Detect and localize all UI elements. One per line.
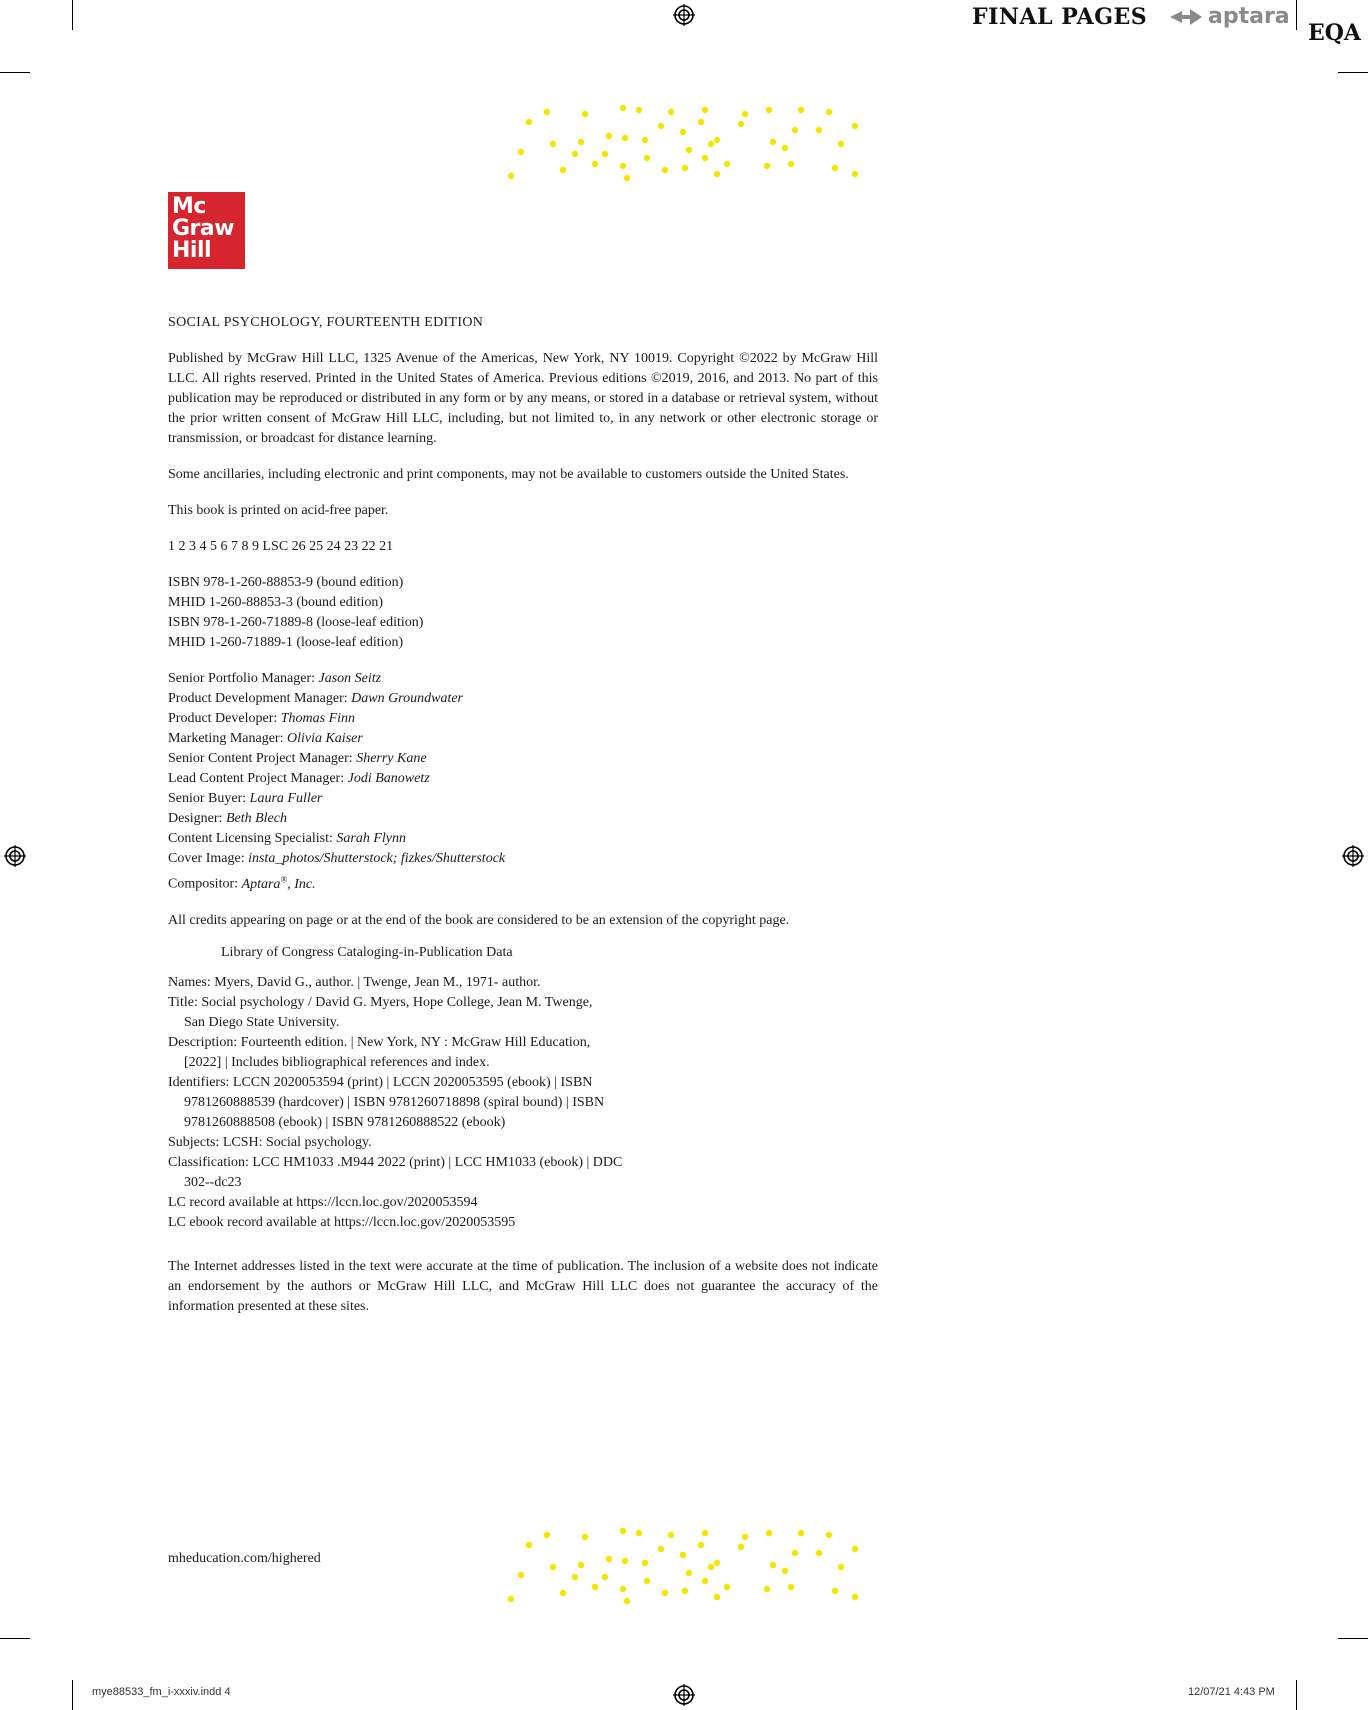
decorative-dot bbox=[714, 137, 720, 143]
crop-mark bbox=[0, 1638, 30, 1639]
decorative-dot bbox=[686, 1570, 692, 1576]
decorative-dot bbox=[668, 109, 674, 115]
decorative-dot bbox=[658, 123, 664, 129]
credit-line bbox=[168, 869, 878, 895]
decorative-dot bbox=[782, 1568, 788, 1574]
decorative-dot bbox=[826, 1532, 832, 1538]
decorative-dot bbox=[764, 163, 770, 169]
cataloging-line: 9781260888508 (ebook) | ISBN 9781260888522 (ebook) bbox=[184, 1114, 506, 1130]
decorative-dot bbox=[622, 1558, 628, 1564]
decorative-dot bbox=[526, 1542, 532, 1548]
cataloging-data bbox=[168, 973, 878, 1233]
crop-mark bbox=[1338, 72, 1368, 73]
decorative-dot bbox=[550, 141, 556, 147]
decorative-dot bbox=[662, 167, 668, 173]
registration-mark-icon bbox=[1342, 845, 1364, 867]
credit-role: Senior Content Project Manager: bbox=[168, 751, 353, 766]
mcgraw-hill-logo bbox=[168, 192, 245, 269]
credits-note: All credits appearing on page or at the end of the book are considered to be an extension of the copyright page. bbox=[168, 912, 790, 928]
decorative-dot bbox=[798, 107, 804, 113]
credit-role: Content Licensing Specialist: bbox=[168, 831, 333, 846]
decorative-dot bbox=[606, 133, 612, 139]
credit-line bbox=[168, 809, 878, 829]
decorative-dot bbox=[738, 121, 744, 127]
cataloging-line: LC record available at https://lccn.loc.gov/2020053594 bbox=[168, 1194, 478, 1210]
decorative-dot bbox=[642, 1560, 648, 1566]
decorative-dot bbox=[582, 111, 588, 117]
decorative-dot bbox=[582, 1534, 588, 1540]
copyright-notice: Published by McGraw Hill LLC, 1325 Avenue of the Americas, New York, NY 10019. Copyright ©2022 by McGraw Hill LLC. All rights reserved. Printed in the United States of America. Previous editions ©2019, 2016, and 2013. No part of this publication may be reproduced or distributed in any form or by any means, or stored in a database or retrieval system, without the prior written consent of McGraw Hill LLC, including, but not limited to, in any network or other electronic storage or transmission, or broadcast for distance learning. bbox=[168, 351, 878, 446]
decorative-dot bbox=[702, 1530, 708, 1536]
decorative-dot bbox=[770, 1562, 776, 1568]
credit-name: Laura Fuller bbox=[249, 791, 323, 806]
decorative-dot bbox=[738, 1544, 744, 1550]
decorative-dot bbox=[602, 1574, 608, 1580]
decorative-dot bbox=[592, 1584, 598, 1590]
credit-name: Olivia Kaiser bbox=[286, 731, 363, 746]
crop-mark bbox=[0, 72, 30, 73]
decorative-dot bbox=[620, 1586, 626, 1592]
decorative-dot bbox=[526, 119, 532, 125]
decorative-dot bbox=[764, 1586, 770, 1592]
decorative-dot-pattern-bottom bbox=[505, 1527, 865, 1605]
credit-name: Sarah Flynn bbox=[336, 831, 406, 846]
credit-name: insta_photos/Shutterstock; fizkes/Shutterstock bbox=[248, 851, 506, 866]
credit-line bbox=[168, 789, 878, 809]
credit-line bbox=[168, 769, 878, 789]
registered-mark: ® bbox=[280, 874, 288, 884]
internet-note: The Internet addresses listed in the text were accurate at the time of publication. The inclusion of a website does not indicate an endorsement by the authors or McGraw Hill LLC, and McGraw Hill LLC does not guarantee the accuracy of the information presented at these sites. bbox=[168, 1258, 878, 1314]
decorative-dot bbox=[572, 1574, 578, 1580]
decorative-dot bbox=[636, 107, 642, 113]
book-title: SOCIAL PSYCHOLOGY, FOURTEENTH EDITION bbox=[168, 315, 484, 330]
eqa-label: EQA bbox=[1308, 20, 1362, 46]
credit-role: Product Developer: bbox=[168, 711, 278, 726]
cataloging-line: Identifiers: LCCN 2020053594 (print) | LCCN 2020053595 (ebook) | ISBN bbox=[168, 1074, 593, 1090]
credit-role: Senior Portfolio Manager: bbox=[168, 671, 315, 686]
decorative-dot bbox=[636, 1530, 642, 1536]
decorative-dot bbox=[714, 1594, 720, 1600]
cataloging-line: Names: Myers, David G., author. | Twenge, Jean M., 1971- author. bbox=[168, 974, 541, 990]
decorative-dot bbox=[782, 145, 788, 151]
decorative-dot bbox=[518, 1572, 524, 1578]
isbn-list bbox=[168, 573, 878, 653]
credit-role: Designer: bbox=[168, 811, 223, 826]
decorative-dot bbox=[620, 105, 626, 111]
decorative-dot bbox=[852, 1594, 858, 1600]
credit-role: Lead Content Project Manager: bbox=[168, 771, 345, 786]
crop-mark bbox=[72, 1680, 73, 1710]
cataloging-line: Description: Fourteenth edition. | New York, NY : McGraw Hill Education, bbox=[168, 1034, 591, 1050]
registration-mark-icon bbox=[673, 4, 695, 26]
credits-list bbox=[168, 669, 878, 895]
cataloging-line: LC ebook record available at https://lccn.loc.gov/2020053595 bbox=[168, 1214, 516, 1230]
decorative-dot bbox=[832, 165, 838, 171]
decorative-dot bbox=[680, 129, 686, 135]
decorative-dot bbox=[852, 1546, 858, 1552]
ancillaries-notice: Some ancillaries, including electronic and print components, may not be available to customers outside the United States. bbox=[168, 467, 849, 482]
isbn-line: ISBN 978-1-260-71889-8 (loose-leaf edition) bbox=[168, 615, 424, 630]
compositor-name: Aptara bbox=[241, 876, 281, 892]
logo-line-1: Mc bbox=[172, 194, 206, 219]
crop-mark bbox=[72, 0, 73, 30]
decorative-dot bbox=[624, 175, 630, 181]
decorative-dot bbox=[698, 119, 704, 125]
logo-line-3: Hill bbox=[172, 238, 212, 263]
print-line: 1 2 3 4 5 6 7 8 9 LSC 26 25 24 23 22 21 bbox=[168, 539, 394, 554]
decorative-dot bbox=[622, 135, 628, 141]
decorative-dot bbox=[838, 1564, 844, 1570]
decorative-dot bbox=[708, 1564, 714, 1570]
decorative-dot bbox=[816, 127, 822, 133]
credit-name: Jason Seitz bbox=[318, 671, 382, 686]
decorative-dot bbox=[766, 1530, 772, 1536]
cataloging-line: Title: Social psychology / David G. Myers, Hope College, Jean M. Twenge, bbox=[168, 994, 593, 1010]
credit-line bbox=[168, 689, 878, 709]
decorative-dot bbox=[572, 151, 578, 157]
decorative-dot bbox=[708, 141, 714, 147]
decorative-dot bbox=[832, 1588, 838, 1594]
decorative-dot bbox=[798, 1530, 804, 1536]
registration-mark-icon bbox=[4, 845, 26, 867]
credit-name bbox=[241, 874, 316, 892]
registration-mark-icon bbox=[673, 1684, 695, 1706]
decorative-dot bbox=[702, 155, 708, 161]
decorative-dot bbox=[544, 1532, 550, 1538]
decorative-dot bbox=[620, 163, 626, 169]
decorative-dot bbox=[624, 1598, 630, 1604]
credit-role: Compositor: bbox=[168, 876, 239, 892]
decorative-dot bbox=[658, 1546, 664, 1552]
decorative-dot bbox=[508, 173, 514, 179]
decorative-dot bbox=[518, 149, 524, 155]
decorative-dot bbox=[592, 161, 598, 167]
footer-filename: mye88533_fm_i-xxxiv.indd 4 bbox=[92, 1686, 231, 1698]
cataloging-line: San Diego State University. bbox=[184, 1014, 340, 1030]
decorative-dot bbox=[560, 1590, 566, 1596]
decorative-dot bbox=[680, 1552, 686, 1558]
credit-name: Thomas Finn bbox=[280, 711, 356, 726]
credit-line bbox=[168, 849, 878, 869]
decorative-dot bbox=[578, 1562, 584, 1568]
credit-name: Beth Blech bbox=[225, 811, 287, 826]
decorative-dot bbox=[792, 127, 798, 133]
decorative-dot bbox=[682, 1588, 688, 1594]
credit-line bbox=[168, 709, 878, 729]
decorative-dot bbox=[702, 1578, 708, 1584]
copyright-page-body bbox=[168, 313, 878, 1317]
decorative-dot bbox=[742, 111, 748, 117]
decorative-dot bbox=[788, 161, 794, 167]
credit-name: Sherry Kane bbox=[356, 751, 427, 766]
decorative-dot bbox=[852, 123, 858, 129]
credit-line bbox=[168, 749, 878, 769]
decorative-dot bbox=[606, 1556, 612, 1562]
aptara-wordmark: aptara bbox=[1208, 4, 1290, 29]
cataloging-line: 302--dc23 bbox=[184, 1174, 242, 1190]
crop-mark bbox=[1338, 1638, 1368, 1639]
decorative-dot bbox=[602, 151, 608, 157]
isbn-line: MHID 1-260-71889-1 (loose-leaf edition) bbox=[168, 635, 404, 650]
cataloging-line: Subjects: LCSH: Social psychology. bbox=[168, 1134, 372, 1150]
library-title: Library of Congress Cataloging-in-Publication Data bbox=[221, 944, 513, 960]
cataloging-line: [2022] | Includes bibliographical references and index. bbox=[184, 1054, 490, 1070]
decorative-dot bbox=[644, 155, 650, 161]
credit-line bbox=[168, 829, 878, 849]
isbn-line: MHID 1-260-88853-3 (bound edition) bbox=[168, 595, 384, 610]
credit-role: Cover Image: bbox=[168, 851, 245, 866]
paper-notice: This book is printed on acid-free paper. bbox=[168, 503, 389, 518]
decorative-dot bbox=[770, 139, 776, 145]
credit-line bbox=[168, 729, 878, 749]
decorative-dot bbox=[766, 107, 772, 113]
logo-line-2: Graw bbox=[172, 216, 235, 241]
decorative-dot bbox=[544, 109, 550, 115]
footer-datetime: 12/07/21 4:43 PM bbox=[1188, 1686, 1275, 1698]
aptara-logo bbox=[1168, 4, 1290, 29]
compositor-suffix: , Inc. bbox=[287, 876, 316, 892]
header-divider bbox=[1296, 4, 1297, 30]
decorative-dot bbox=[662, 1590, 668, 1596]
decorative-dot bbox=[686, 147, 692, 153]
decorative-dot bbox=[724, 1584, 730, 1590]
decorative-dot bbox=[852, 171, 858, 177]
decorative-dot bbox=[788, 1584, 794, 1590]
decorative-dot bbox=[714, 171, 720, 177]
aptara-arrow-icon bbox=[1168, 6, 1204, 28]
decorative-dot bbox=[578, 139, 584, 145]
credit-name: Jodi Banowetz bbox=[347, 771, 430, 786]
cataloging-line: 9781260888539 (hardcover) | ISBN 9781260718898 (spiral bound) | ISBN bbox=[184, 1094, 605, 1110]
credit-role: Product Development Manager: bbox=[168, 691, 348, 706]
decorative-dot bbox=[816, 1550, 822, 1556]
isbn-line: ISBN 978-1-260-88853-9 (bound edition) bbox=[168, 575, 404, 590]
decorative-dot bbox=[838, 141, 844, 147]
final-pages-label: FINAL PAGES bbox=[972, 4, 1148, 30]
decorative-dot bbox=[668, 1532, 674, 1538]
decorative-dot bbox=[644, 1578, 650, 1584]
cataloging-line: Classification: LCC HM1033 .M944 2022 (print) | LCC HM1033 (ebook) | DDC bbox=[168, 1154, 623, 1170]
decorative-dot bbox=[714, 1560, 720, 1566]
decorative-dot bbox=[702, 107, 708, 113]
crop-mark bbox=[1296, 1680, 1297, 1710]
decorative-dot bbox=[682, 165, 688, 171]
credit-role: Senior Buyer: bbox=[168, 791, 247, 806]
decorative-dot bbox=[742, 1534, 748, 1540]
website-url: mheducation.com/highered bbox=[168, 1551, 321, 1566]
decorative-dot-pattern-top bbox=[505, 104, 865, 182]
decorative-dot bbox=[826, 109, 832, 115]
credit-name: Dawn Groundwater bbox=[351, 691, 464, 706]
decorative-dot bbox=[508, 1596, 514, 1602]
decorative-dot bbox=[698, 1542, 704, 1548]
decorative-dot bbox=[642, 137, 648, 143]
credit-line bbox=[168, 669, 878, 689]
decorative-dot bbox=[550, 1564, 556, 1570]
decorative-dot bbox=[724, 161, 730, 167]
decorative-dot bbox=[792, 1550, 798, 1556]
decorative-dot bbox=[560, 167, 566, 173]
credit-role: Marketing Manager: bbox=[168, 731, 284, 746]
decorative-dot bbox=[620, 1528, 626, 1534]
